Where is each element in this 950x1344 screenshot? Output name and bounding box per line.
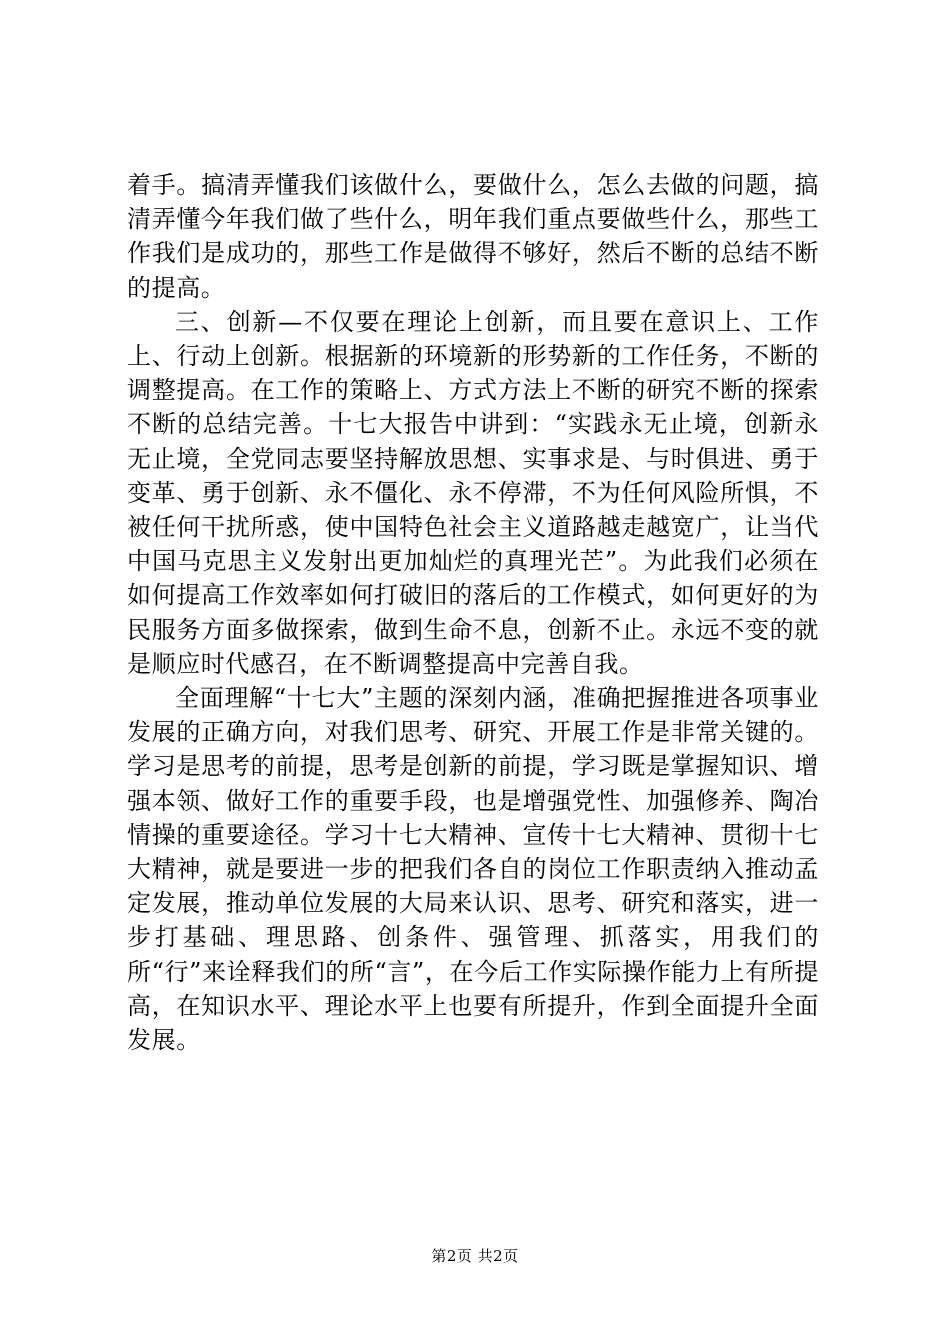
paragraph-continuation: 着手。搞清弄懂我们该做什么，要做什么，怎么去做的问题，搞清弄懂今年我们做了些什么，明年我们重点要做些什么，那些工作我们是成功的，那些工作是做得不够好，然后不断的总结不断的提高。 (127, 171, 819, 302)
page-footer: 第2页 共2页 (431, 1247, 519, 1265)
paragraph-comprehensive-understanding: 全面理解“十七大”主题的深刻内涵，准确把握推进各项事业发展的正确方向，对我们思考、研究、开展工作是非常关键的。学习是思考的前提，思考是创新的前提，学习既是掌握知识、增强本领、做好工作的重要手段，也是增强党性、加强修养、陶冶情操的重要途径。学习十七大精神、宣传十七大精神、贯彻十七大精神，就是要进一步的把我们各自的岗位工作职责纳入推动孟定发展，推动单位发展的大局来认识、思考、研究和落实，进一步打基础、理思路、创条件、强管理、抓落实，用我们的所“行”来诠释我们的所“言”，在今后工作实际操作能力上有所提高，在知识水平、理论水平上也要有所提升，作到全面提升全面发展。 (127, 684, 819, 1055)
paragraph-innovation: 三、创新—不仅要在理论上创新，而且要在意识上、工作上、行动上创新。根据新的环境新的形势新的工作任务，不断的调整提高。在工作的策略上、方式方法上不断的研究不断的探索不断的总结完善。十七大报告中讲到：“实践永无止境，创新永无止境，全党同志要坚持解放思想、实事求是、与时俱进、勇于变革、勇于创新、永不僵化、永不停滞，不为任何风险所惧，不被任何干扰所惑，使中国特色社会主义道路越走越宽广，让当代中国马克思主义发射出更加灿烂的真理光芒”。为此我们必须在如何提高工作效率如何打破旧的落后的工作模式，如何更好的为民服务方面多做探索，做到生命不息，创新不止。永远不变的就是顺应时代感召，在不断调整提高中完善自我。 (127, 307, 819, 678)
document-body (127, 168, 819, 1057)
